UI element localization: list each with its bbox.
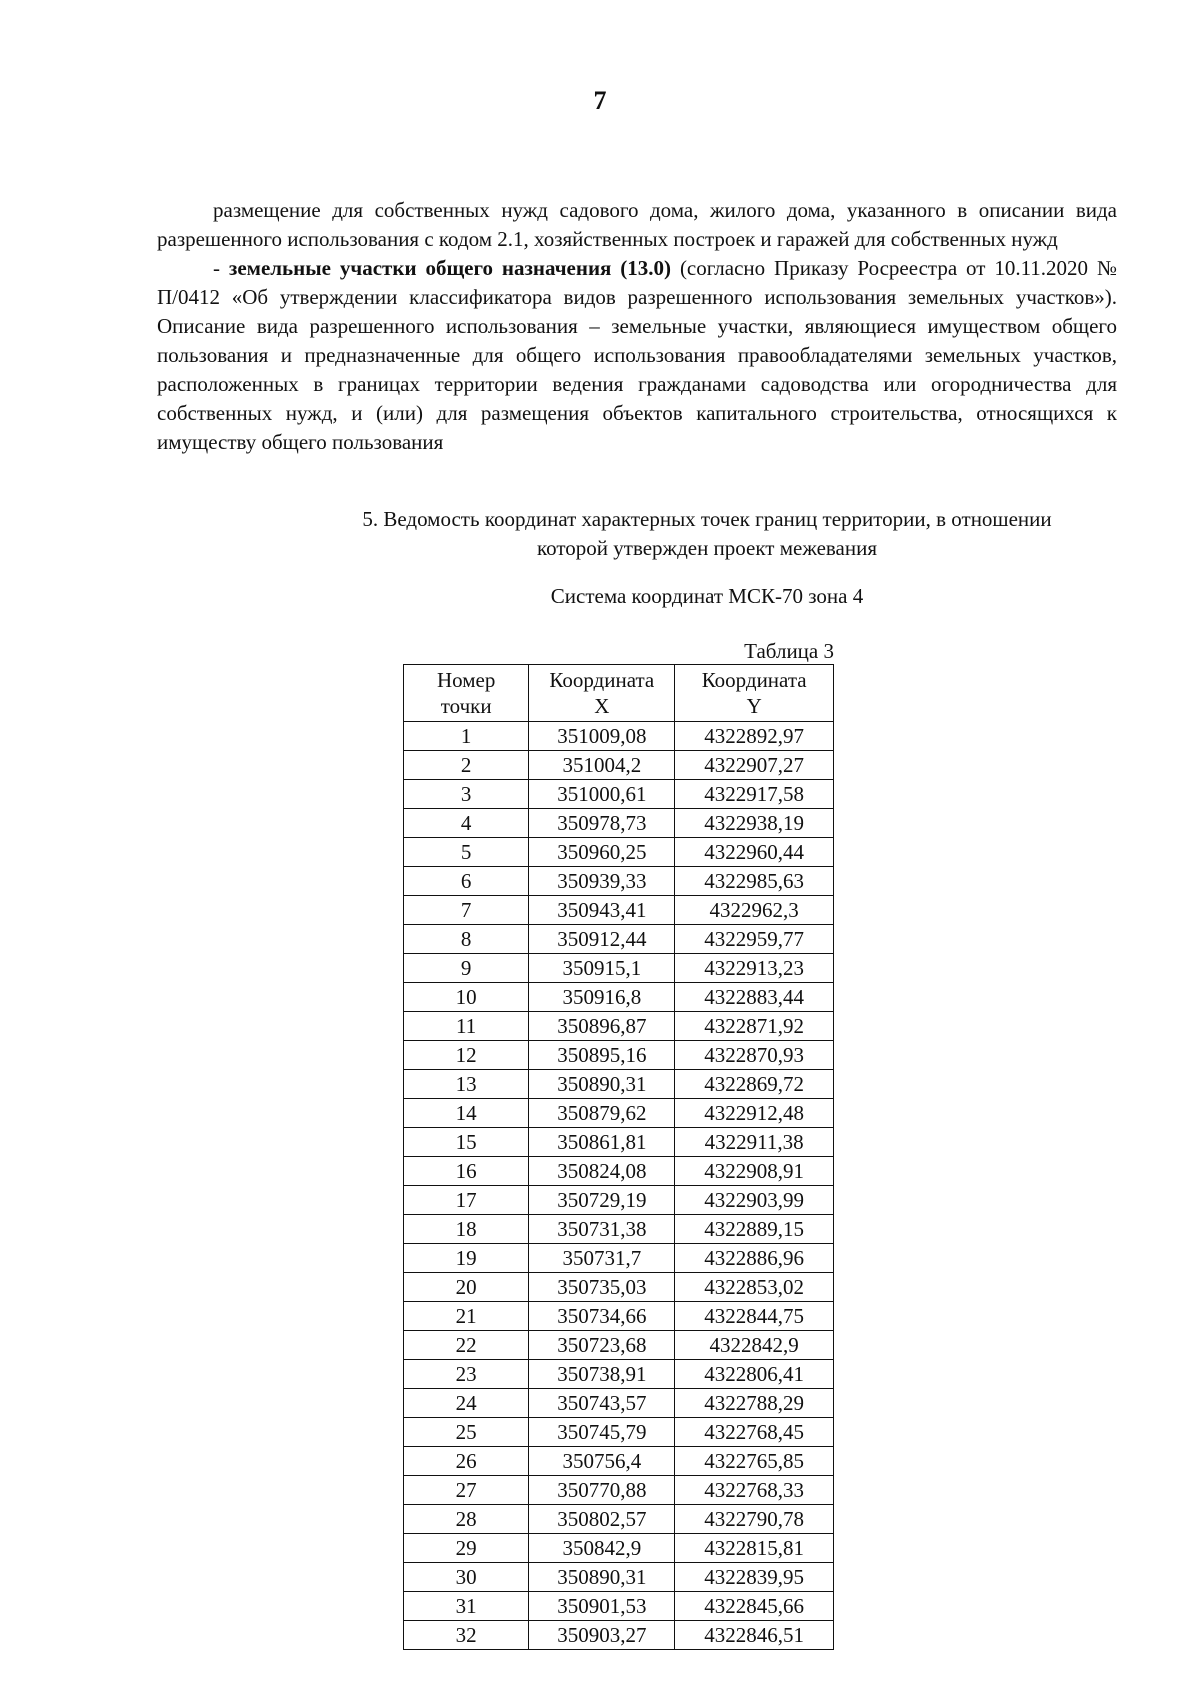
table-row <box>404 1099 834 1128</box>
point-number-cell: 21 <box>404 1302 529 1331</box>
point-number-cell: 19 <box>404 1244 529 1273</box>
coordinate-x-cell: 350861,81 <box>529 1128 675 1157</box>
table-caption: Таблица 3 <box>744 639 834 663</box>
point-number-cell: 24 <box>404 1389 529 1418</box>
point-number-cell: 14 <box>404 1099 529 1128</box>
coordinate-y-cell: 4322962,3 <box>675 896 834 925</box>
coordinate-y-cell: 4322959,77 <box>675 925 834 954</box>
coordinate-x-cell: 351000,61 <box>529 780 675 809</box>
coordinate-y-cell: 4322853,02 <box>675 1273 834 1302</box>
coordinate-x-cell: 350890,31 <box>529 1070 675 1099</box>
body-text <box>157 196 1117 457</box>
coordinate-x-cell: 350731,7 <box>529 1244 675 1273</box>
table-row <box>404 1041 834 1070</box>
coordinate-y-cell: 4322892,97 <box>675 722 834 751</box>
table-row <box>404 722 834 751</box>
table-row <box>404 780 834 809</box>
table-row <box>404 1534 834 1563</box>
point-number-cell: 3 <box>404 780 529 809</box>
point-number-cell: 27 <box>404 1476 529 1505</box>
point-number-cell: 23 <box>404 1360 529 1389</box>
paragraph-purpose-description: размещение для собственных нужд садового дома, жилого дома, указанного в описании вида разрешенного использования с кодом 2.1, хозяйственных построек и гаражей для собственных нужд <box>157 198 1117 251</box>
coordinate-y-cell: 4322788,29 <box>675 1389 834 1418</box>
page-number: 7 <box>593 86 607 115</box>
coordinate-x-cell: 350896,87 <box>529 1012 675 1041</box>
coordinate-y-cell: 4322790,78 <box>675 1505 834 1534</box>
coordinate-y-cell: 4322846,51 <box>675 1621 834 1650</box>
coordinate-x-cell: 350916,8 <box>529 983 675 1012</box>
point-number-cell: 13 <box>404 1070 529 1099</box>
table-row <box>404 1447 834 1476</box>
coordinate-x-cell: 350901,53 <box>529 1592 675 1621</box>
coordinate-y-cell: 4322871,92 <box>675 1012 834 1041</box>
table-header <box>404 665 834 722</box>
coordinate-x-cell: 350912,44 <box>529 925 675 954</box>
coordinate-x-cell: 350734,66 <box>529 1302 675 1331</box>
coordinate-y-cell: 4322815,81 <box>675 1534 834 1563</box>
table-row <box>404 1476 834 1505</box>
point-number-cell: 18 <box>404 1215 529 1244</box>
table-row <box>404 838 834 867</box>
coordinates-table <box>403 664 834 1650</box>
point-number-cell: 12 <box>404 1041 529 1070</box>
header-coordinate-y-line2: Y <box>746 694 762 718</box>
table-row <box>404 1215 834 1244</box>
table-row <box>404 751 834 780</box>
coordinate-x-cell: 350743,57 <box>529 1389 675 1418</box>
header-coordinate-y <box>675 665 834 722</box>
coordinate-y-cell: 4322911,38 <box>675 1128 834 1157</box>
coordinate-y-cell: 4322886,96 <box>675 1244 834 1273</box>
coordinate-y-cell: 4322768,45 <box>675 1418 834 1447</box>
point-number-cell: 22 <box>404 1331 529 1360</box>
section-title-line1: 5. Ведомость координат характерных точек границ территории, в отношении <box>362 507 1052 531</box>
coordinate-x-cell: 350842,9 <box>529 1534 675 1563</box>
coordinate-y-cell: 4322768,33 <box>675 1476 834 1505</box>
point-number-cell: 26 <box>404 1447 529 1476</box>
coordinate-y-cell: 4322806,41 <box>675 1360 834 1389</box>
header-point-number-line1: Номер <box>436 668 496 692</box>
coordinate-x-cell: 350735,03 <box>529 1273 675 1302</box>
header-point-number <box>404 665 529 722</box>
coordinate-y-cell: 4322839,95 <box>675 1563 834 1592</box>
table-row <box>404 983 834 1012</box>
point-number-cell: 1 <box>404 722 529 751</box>
point-number-cell: 8 <box>404 925 529 954</box>
coordinate-x-cell: 351009,08 <box>529 722 675 751</box>
coordinate-x-cell: 350879,62 <box>529 1099 675 1128</box>
point-number-cell: 32 <box>404 1621 529 1650</box>
coordinate-x-cell: 350960,25 <box>529 838 675 867</box>
coordinate-x-cell: 350723,68 <box>529 1331 675 1360</box>
header-coordinate-y-line1: Координата <box>701 668 807 692</box>
point-number-cell: 17 <box>404 1186 529 1215</box>
point-number-cell: 2 <box>404 751 529 780</box>
coordinate-y-cell: 4322889,15 <box>675 1215 834 1244</box>
coordinate-y-cell: 4322903,99 <box>675 1186 834 1215</box>
table-row <box>404 954 834 983</box>
point-number-cell: 31 <box>404 1592 529 1621</box>
table-row <box>404 1389 834 1418</box>
point-number-cell: 20 <box>404 1273 529 1302</box>
coordinate-y-cell: 4322917,58 <box>675 780 834 809</box>
table-row <box>404 1244 834 1273</box>
table-row <box>404 809 834 838</box>
coordinate-x-cell: 350903,27 <box>529 1621 675 1650</box>
table-row <box>404 1331 834 1360</box>
coordinate-y-cell: 4322870,93 <box>675 1041 834 1070</box>
header-coordinate-x <box>529 665 675 722</box>
table-body <box>404 722 834 1650</box>
coordinate-x-cell: 350895,16 <box>529 1041 675 1070</box>
coordinate-x-cell: 350738,91 <box>529 1360 675 1389</box>
header-coordinate-x-line1: Координата <box>549 668 655 692</box>
coordinate-y-cell: 4322938,19 <box>675 809 834 838</box>
coordinate-x-cell: 350824,08 <box>529 1157 675 1186</box>
paragraph-rest: (согласно Приказу Росреестра от 10.11.2020 № П/0412 «Об утверждении классификатора видов разрешенного использования земельных участков»). Описание вида разрешенного использования – земельные участки, являющиеся имуществом общего пользования и предназначенные для общего использования правообладателями земельных участков, расположенных в границах территории ведения гражданами садоводства или огородничества для собственных нужд, и (или) для размещения объектов капитального строительства, относящихся к имуществу общего пользования <box>157 256 1117 454</box>
coordinate-x-cell: 351004,2 <box>529 751 675 780</box>
table-row <box>404 1418 834 1447</box>
coordinate-y-cell: 4322845,66 <box>675 1592 834 1621</box>
coordinate-x-cell: 350943,41 <box>529 896 675 925</box>
header-coordinate-x-line2: X <box>594 694 610 718</box>
point-number-cell: 10 <box>404 983 529 1012</box>
coordinate-y-cell: 4322912,48 <box>675 1099 834 1128</box>
coordinate-y-cell: 4322913,23 <box>675 954 834 983</box>
point-number-cell: 25 <box>404 1418 529 1447</box>
table-row <box>404 925 834 954</box>
coordinate-x-cell: 350978,73 <box>529 809 675 838</box>
coordinate-y-cell: 4322907,27 <box>675 751 834 780</box>
coordinate-y-cell: 4322842,9 <box>675 1331 834 1360</box>
point-number-cell: 5 <box>404 838 529 867</box>
coordinate-system-label: Система координат МСК-70 зона 4 <box>550 584 864 608</box>
section-title-line2: которой утвержден проект межевания <box>537 536 877 560</box>
section-title <box>157 505 1117 563</box>
table-row <box>404 1157 834 1186</box>
point-number-cell: 15 <box>404 1128 529 1157</box>
coordinate-y-cell: 4322765,85 <box>675 1447 834 1476</box>
table-row <box>404 1070 834 1099</box>
point-number-cell: 29 <box>404 1534 529 1563</box>
table-row <box>404 1360 834 1389</box>
table-row <box>404 1505 834 1534</box>
table-row <box>404 1563 834 1592</box>
table-row <box>404 1186 834 1215</box>
table-row <box>404 1592 834 1621</box>
table-row <box>404 1273 834 1302</box>
table-row <box>404 1012 834 1041</box>
paragraph-prefix: - <box>213 256 229 280</box>
paragraph-bold-term: земельные участки общего назначения (13.0) <box>228 256 672 280</box>
coordinate-y-cell: 4322869,72 <box>675 1070 834 1099</box>
coordinate-y-cell: 4322985,63 <box>675 867 834 896</box>
paragraph-common-land <box>157 254 1117 457</box>
table-row <box>404 1621 834 1650</box>
coordinate-x-cell: 350756,4 <box>529 1447 675 1476</box>
point-number-cell: 6 <box>404 867 529 896</box>
coordinate-y-cell: 4322883,44 <box>675 983 834 1012</box>
coordinate-y-cell: 4322960,44 <box>675 838 834 867</box>
coordinate-x-cell: 350745,79 <box>529 1418 675 1447</box>
table-row <box>404 1302 834 1331</box>
point-number-cell: 4 <box>404 809 529 838</box>
coordinate-y-cell: 4322844,75 <box>675 1302 834 1331</box>
table-row <box>404 896 834 925</box>
point-number-cell: 16 <box>404 1157 529 1186</box>
coordinate-x-cell: 350890,31 <box>529 1563 675 1592</box>
point-number-cell: 30 <box>404 1563 529 1592</box>
table-row <box>404 1128 834 1157</box>
coordinate-x-cell: 350770,88 <box>529 1476 675 1505</box>
coordinate-x-cell: 350915,1 <box>529 954 675 983</box>
point-number-cell: 28 <box>404 1505 529 1534</box>
header-point-number-line2: точки <box>440 694 492 718</box>
coordinate-x-cell: 350802,57 <box>529 1505 675 1534</box>
coordinate-y-cell: 4322908,91 <box>675 1157 834 1186</box>
coordinate-x-cell: 350729,19 <box>529 1186 675 1215</box>
table-header-row <box>404 665 834 722</box>
table-row <box>404 867 834 896</box>
point-number-cell: 9 <box>404 954 529 983</box>
coordinate-x-cell: 350731,38 <box>529 1215 675 1244</box>
point-number-cell: 11 <box>404 1012 529 1041</box>
coordinate-x-cell: 350939,33 <box>529 867 675 896</box>
point-number-cell: 7 <box>404 896 529 925</box>
